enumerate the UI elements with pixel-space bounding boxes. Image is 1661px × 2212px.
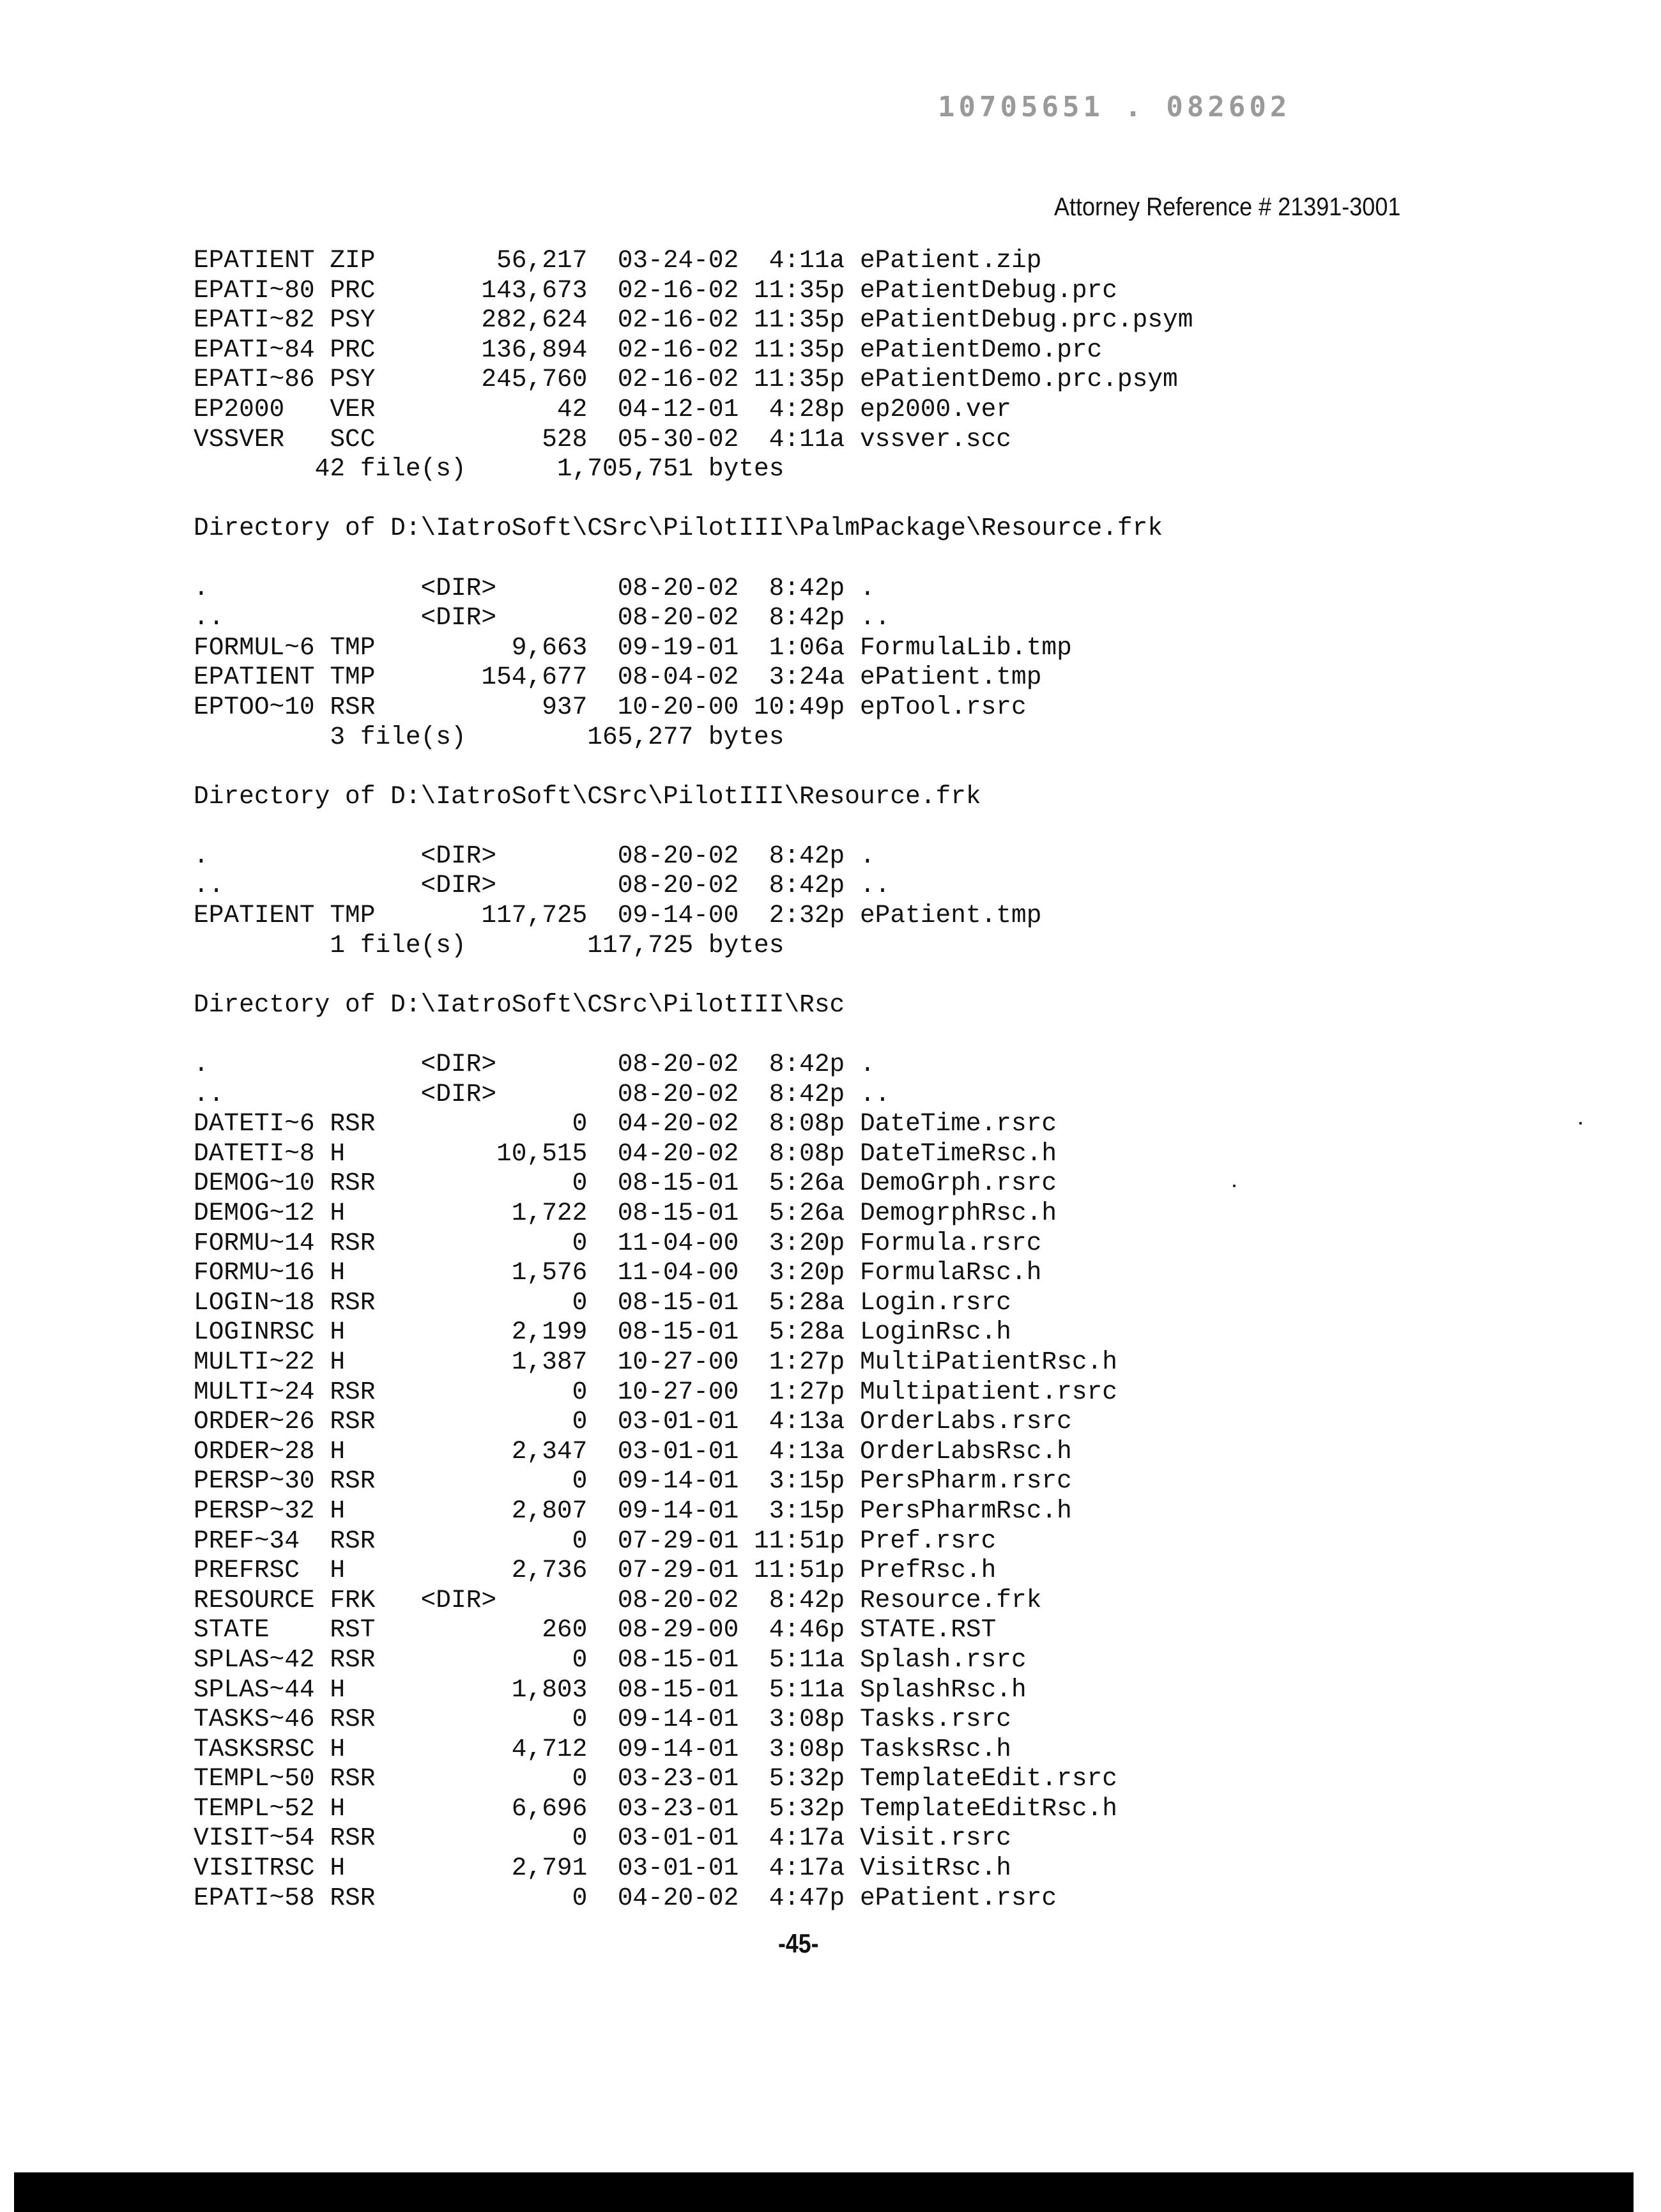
file-entry-row: . <DIR> 08-20-02 8:42p . [194,841,875,870]
document-stamp: 10705651 . 082602 [938,91,1291,123]
file-entry-row: LOGINRSC H 2,199 08-15-01 5:28a LoginRsc.h [194,1317,1012,1347]
file-entry-row: .. <DIR> 08-20-02 8:42p .. [194,603,891,633]
directory-heading: Directory of D:\IatroSoft\CSrc\PilotIII\PalmPackage\Resource.frk [194,514,1163,543]
file-entry-row: . <DIR> 08-20-02 8:42p . [194,1050,875,1079]
file-entry-row: MULTI~24 RSR 0 10-27-00 1:27p Multipatient.rsrc [194,1377,1117,1406]
file-entry-row: TEMPL~50 RSR 0 03-23-01 5:32p TemplateEdit.rsrc [194,1764,1117,1793]
file-entry-row: RESOURCE FRK <DIR> 08-20-02 8:42p Resource.frk [194,1585,1042,1615]
blank-line [194,484,1193,514]
file-entry-row: MULTI~22 H 1,387 10-27-00 1:27p MultiPatientRsc.h [194,1347,1117,1376]
file-entry-row: EPATI~82 PSY 282,624 02-16-02 11:35p ePatientDebug.prc.psym [194,305,1193,335]
file-entry-row: DEMOG~12 H 1,722 08-15-01 5:26a DemogrphRsc.h [194,1199,1057,1227]
file-count-summary: 1 file(s) 117,725 bytes [194,930,785,960]
file-entry-row: ORDER~28 H 2,347 03-01-01 4:13a OrderLabsRsc.h [194,1436,1072,1466]
scan-border-bar [14,2172,1634,2212]
file-entry-row: DATETI~6 RSR 0 04-20-02 8:08p DateTime.rsrc [194,1109,1057,1139]
blank-line [194,752,1193,782]
file-entry-row: TEMPL~52 H 6,696 03-23-01 5:32p TemplateEditRsc.h [194,1793,1117,1823]
file-entry-row: DEMOG~10 RSR 0 08-15-01 5:26a DemoGrph.rsrc [194,1169,1057,1198]
file-count-summary: 42 file(s) 1,705,751 bytes [194,454,785,484]
file-entry-row: .. <DIR> 08-20-02 8:42p .. [194,871,891,900]
file-entry-row: FORMU~16 H 1,576 11-04-00 3:20p FormulaRsc.h [194,1258,1042,1287]
directory-heading: Directory of D:\IatroSoft\CSrc\PilotIII\Resource.frk [194,781,981,811]
attorney-reference: Attorney Reference # 21391-3001 [1054,193,1401,221]
scan-speck [1579,1122,1582,1125]
file-entry-row: PREFRSC H 2,736 07-29-01 11:51p PrefRsc.h [194,1556,997,1585]
blank-line [194,811,1193,841]
file-entry-row: PERSP~32 H 2,807 09-14-01 3:15p PersPharmRsc.h [194,1496,1072,1525]
file-entry-row: VSSVER SCC 528 05-30-02 4:11a vssver.scc [194,424,1012,454]
blank-line [194,1020,1193,1050]
file-entry-row: FORMUL~6 TMP 9,663 09-19-01 1:06a FormulaLib.tmp [194,633,1072,662]
file-entry-row: STATE RST 260 08-29-00 4:46p STATE.RST [194,1615,997,1645]
file-entry-row: EPATIENT TMP 117,725 09-14-00 2:32p ePatient.tmp [194,901,1042,930]
file-entry-row: PREF~34 RSR 0 07-29-01 11:51p Pref.rsrc [194,1526,997,1555]
page-number: -45- [778,1928,819,1958]
file-entry-row: . <DIR> 08-20-02 8:42p . [194,573,875,603]
file-entry-row: SPLAS~44 H 1,803 08-15-01 5:11a SplashRsc.h [194,1675,1027,1704]
blank-line [194,544,1193,574]
file-entry-row: EPATI~86 PSY 245,760 02-16-02 11:35p ePatientDemo.prc.psym [194,365,1178,394]
file-entry-row: LOGIN~18 RSR 0 08-15-01 5:28a Login.rsrc [194,1287,1012,1317]
directory-heading: Directory of D:\IatroSoft\CSrc\PilotIII\Rsc [194,990,845,1019]
directory-listing [194,246,1193,1913]
scan-speck [1233,1185,1236,1187]
file-entry-row: VISITRSC H 2,791 03-01-01 4:17a VisitRsc.h [194,1854,1012,1883]
file-entry-row: EPATI~80 PRC 143,673 02-16-02 11:35p ePatientDebug.prc [194,275,1117,305]
file-entry-row: FORMU~14 RSR 0 11-04-00 3:20p Formula.rsrc [194,1228,1042,1257]
file-entry-row: TASKS~46 RSR 0 09-14-01 3:08p Tasks.rsrc [194,1705,1012,1734]
file-entry-row: SPLAS~42 RSR 0 08-15-01 5:11a Splash.rsrc [194,1645,1027,1674]
file-entry-row: EP2000 VER 42 04-12-01 4:28p ep2000.ver [194,394,1012,424]
file-entry-row: EPATIENT TMP 154,677 08-04-02 3:24a ePatient.tmp [194,663,1042,692]
file-entry-row: EPATI~84 PRC 136,894 02-16-02 11:35p ePatientDemo.prc [194,335,1103,364]
file-entry-row: VISIT~54 RSR 0 03-01-01 4:17a Visit.rsrc [194,1824,1012,1853]
file-entry-row: EPATI~58 RSR 0 04-20-02 4:47p ePatient.rsrc [194,1883,1057,1912]
file-entry-row: DATETI~8 H 10,515 04-20-02 8:08p DateTimeRsc.h [194,1139,1057,1168]
file-count-summary: 3 file(s) 165,277 bytes [194,722,785,751]
file-entry-row: ORDER~26 RSR 0 03-01-01 4:13a OrderLabs.rsrc [194,1407,1072,1436]
blank-line [194,960,1193,990]
file-entry-row: TASKSRSC H 4,712 09-14-01 3:08p TasksRsc.h [194,1734,1012,1763]
file-entry-row: .. <DIR> 08-20-02 8:42p .. [194,1079,891,1109]
file-entry-row: PERSP~30 RSR 0 09-14-01 3:15p PersPharm.rsrc [194,1466,1072,1496]
file-entry-row: EPATIENT ZIP 56,217 03-24-02 4:11a ePatient.zip [194,246,1042,275]
file-entry-row: EPTOO~10 RSR 937 10-20-00 10:49p epTool.rsrc [194,692,1027,721]
